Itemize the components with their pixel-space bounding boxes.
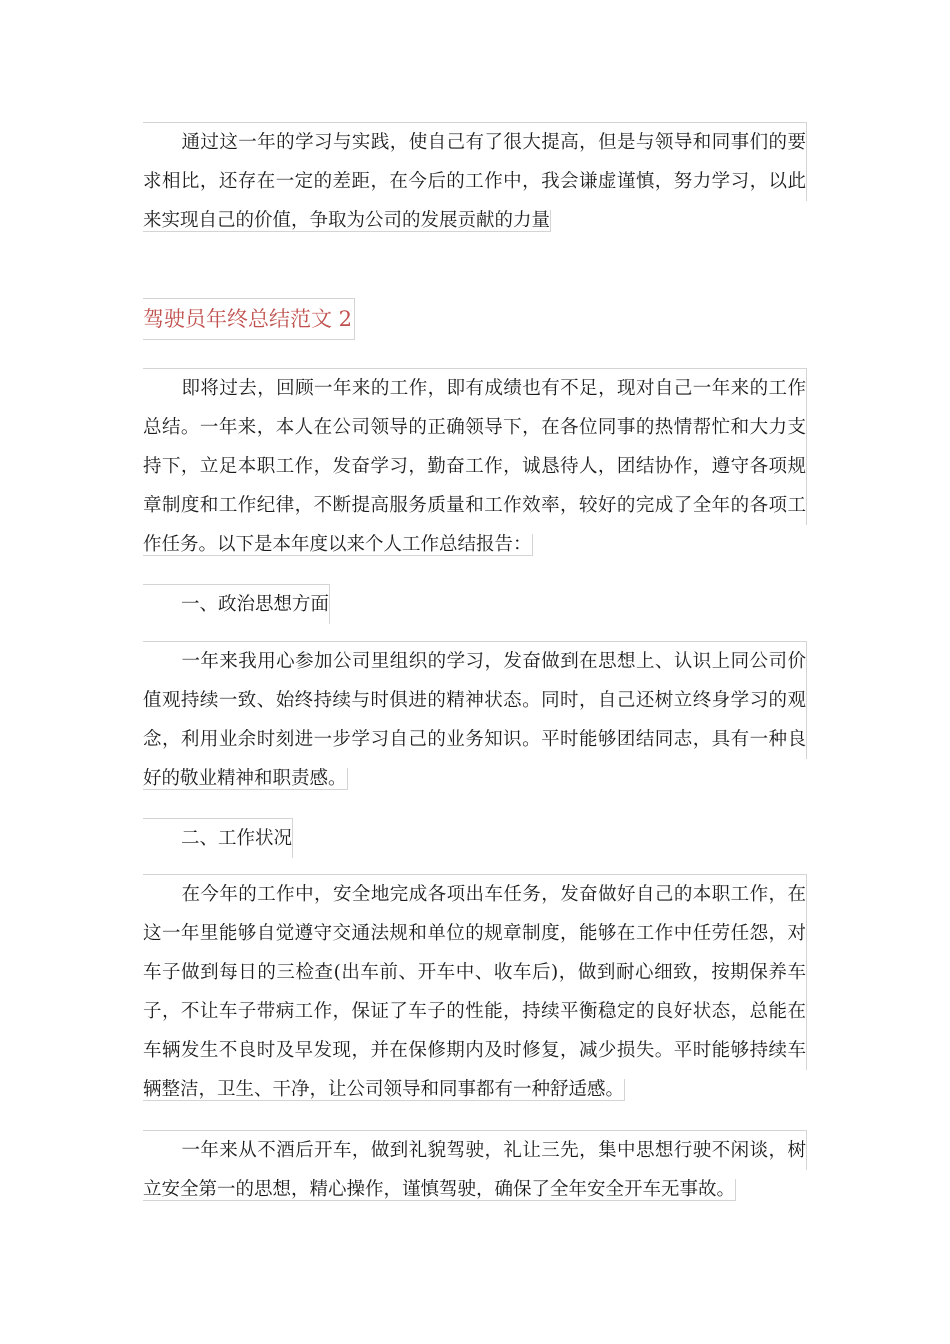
text-line: 总结。一年来，本人在公司领导的正确领导下，在各位同事的热情帮忙和大力支 [143, 408, 807, 447]
paragraph-work [143, 874, 807, 1109]
paragraph-politics [143, 641, 807, 798]
text-line: 来实现自己的价值，争取为公司的发展贡献的力量 [143, 210, 551, 231]
text-line: 车辆发生不良时及早发现，并在保修期内及时修复，减少损失。平时能够持续车 [143, 1031, 807, 1070]
text-line: 立安全第一的思想，精心操作，谨慎驾驶，确保了全年安全开车无事故。 [143, 1179, 736, 1200]
text-line: 辆整洁，卫生、干净，让公司领导和同事都有一种舒适感。 [143, 1079, 625, 1100]
text-line: 作任务。以下是本年度以来个人工作总结报告： [143, 534, 532, 555]
paragraph-conclusion [143, 122, 807, 240]
subheading-work [143, 818, 807, 862]
text-line: 这一年里能够自觉遵守交通法规和单位的规章制度，能够在工作中任劳任怨，对 [143, 914, 807, 953]
text-line: 通过这一年的学习与实践，使自己有了很大提高，但是与领导和同事们的要 [143, 123, 807, 162]
paragraph-safety [143, 1130, 807, 1209]
subheading-text: 一、政治思想方面 [181, 594, 330, 615]
text-line: 持下，立足本职工作，发奋学习，勤奋工作，诚恳待人，团结协作，遵守各项规 [143, 447, 807, 486]
text-line: 车子做到每日的三检查(出车前、开车中、收车后)，做到耐心细致，按期保养车 [143, 953, 807, 992]
text-line: 子，不让车子带病工作，保证了车子的性能，持续平衡稳定的良好状态，总能在 [143, 992, 807, 1031]
section-heading: 驾驶员年终总结范文 2 [143, 298, 355, 340]
text-line: 一年来我用心参加公司里组织的学习，发奋做到在思想上、认识上同公司价 [143, 642, 807, 681]
text-line: 章制度和工作纪律，不断提高服务质量和工作效率，较好的完成了全年的各项工 [143, 486, 807, 525]
text-line: 求相比，还存在一定的差距，在今后的工作中，我会谦虚谨慎，努力学习，以此 [143, 162, 807, 201]
paragraph-intro [143, 368, 807, 564]
subheading-text: 二、工作状况 [181, 828, 293, 849]
text-line: 值观持续一致、始终持续与时俱进的精神状态。同时，自己还树立终身学习的观 [143, 681, 807, 720]
subheading-politics [143, 584, 807, 628]
text-line: 一年来从不酒后开车，做到礼貌驾驶，礼让三先，集中思想行驶不闲谈，树 [143, 1131, 807, 1170]
text-line: 即将过去，回顾一年来的工作，即有成绩也有不足，现对自己一年来的工作 [143, 369, 807, 408]
text-line: 好的敬业精神和职责感。 [143, 768, 347, 789]
text-line: 在今年的工作中，安全地完成各项出车任务，发奋做好自己的本职工作，在 [143, 875, 807, 914]
text-line: 念，利用业余时刻进一步学习自己的业务知识。平时能够团结同志，具有一种良 [143, 720, 807, 759]
